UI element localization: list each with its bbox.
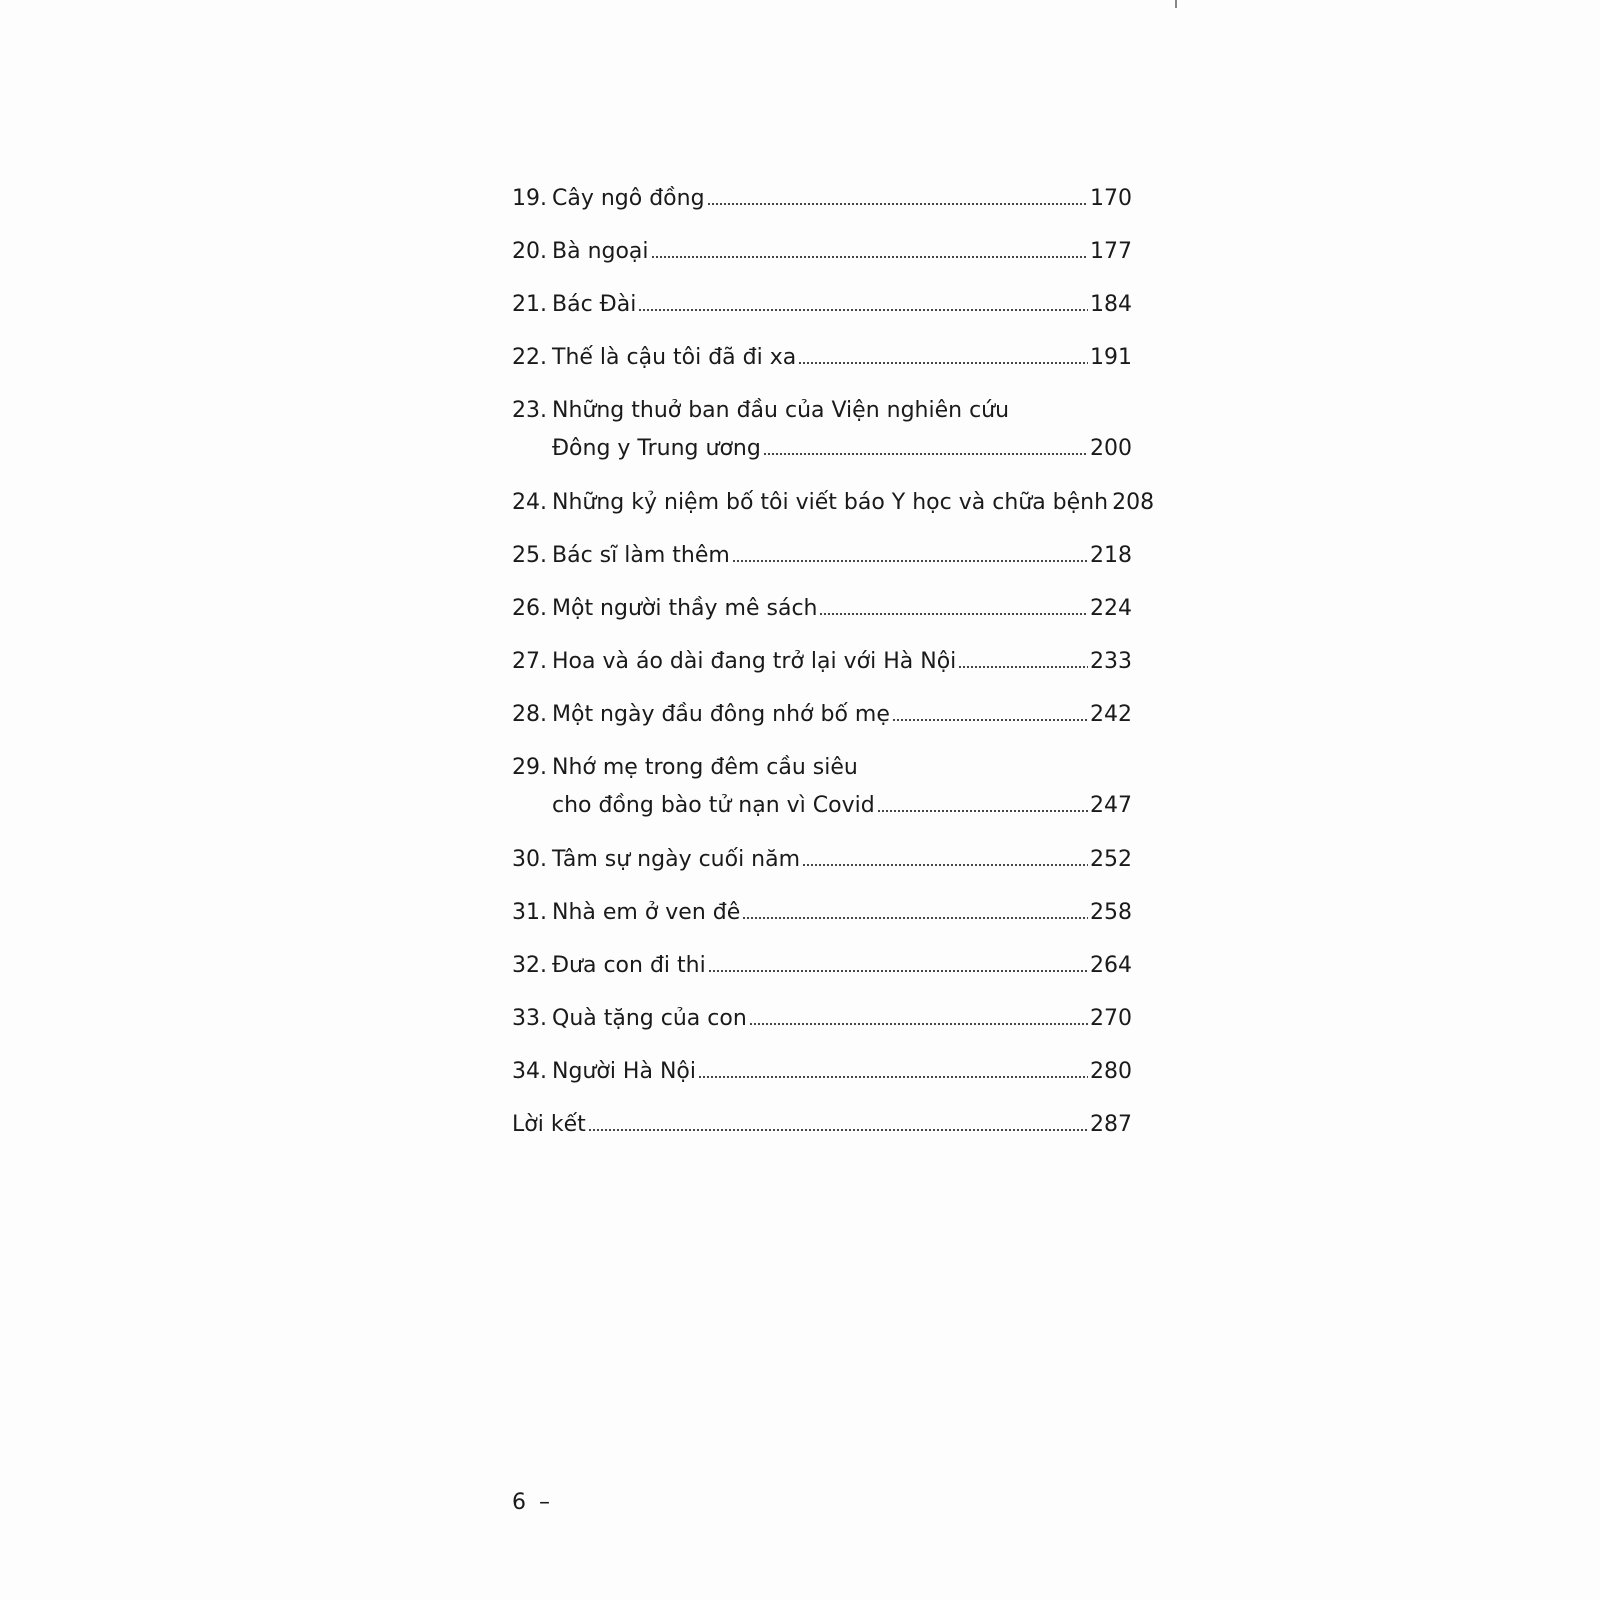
entry-number: 20.: [512, 239, 547, 264]
entry-page-number: 252: [1090, 847, 1132, 872]
entry-number: 34.: [512, 1059, 547, 1084]
entry-page-number: 233: [1090, 649, 1132, 674]
toc-entry: [512, 594, 1132, 647]
dot-leader: [651, 254, 1088, 260]
entry-number: 23.: [512, 398, 547, 423]
toc-entry: [512, 396, 1132, 488]
entry-title: Bà ngoại: [552, 239, 649, 264]
dot-leader: [708, 968, 1088, 974]
entry-page-number: 287: [1090, 1112, 1132, 1137]
toc-entry: [512, 184, 1132, 237]
entry-title: Người Hà Nội: [552, 1059, 696, 1084]
dot-leader: [892, 717, 1088, 723]
entry-title-line-1: Nhớ mẹ trong đêm cầu siêu: [552, 755, 858, 780]
entry-title: Bác sĩ làm thêm: [552, 543, 730, 568]
entry-title: Đưa con đi thi: [552, 953, 706, 978]
dot-leader: [707, 201, 1088, 207]
page-number-dash: –: [539, 1490, 550, 1515]
entry-title-line-1: Những thuở ban đầu của Viện nghiên cứu: [552, 398, 1010, 423]
entry-page-number: 177: [1090, 239, 1132, 264]
entry-title: Cây ngô đồng: [552, 186, 705, 211]
entry-number: 25.: [512, 543, 547, 568]
entry-page-number: 270: [1090, 1006, 1132, 1031]
entry-title: Thế là cậu tôi đã đi xa: [552, 345, 797, 370]
entry-page-number: 218: [1090, 543, 1132, 568]
entry-number: 27.: [512, 649, 547, 674]
entry-title: Bác Đài: [552, 292, 637, 317]
page-footer: [512, 1490, 550, 1515]
entry-number: 19.: [512, 186, 547, 211]
dot-leader: [742, 915, 1088, 921]
toc-entry: [512, 647, 1132, 700]
toc-entry: [512, 898, 1132, 951]
entry-page-number: 191: [1090, 345, 1132, 370]
entry-title-line-2: Đông y Trung ương: [552, 436, 761, 461]
dot-leader: [732, 558, 1088, 564]
entry-number: 24.: [512, 490, 547, 515]
entry-title: Một người thầy mê sách: [552, 596, 818, 621]
entry-page-number: 258: [1090, 900, 1132, 925]
toc-entry: [512, 237, 1132, 290]
dot-leader: [877, 808, 1088, 814]
entry-page-number: 200: [1090, 436, 1132, 461]
dot-leader: [749, 1021, 1088, 1027]
page-number: 6: [512, 1490, 526, 1515]
dot-leader: [638, 307, 1088, 313]
dot-leader: [698, 1074, 1088, 1080]
toc-entry: [512, 541, 1132, 594]
toc-entry: [512, 753, 1132, 845]
entry-number: 21.: [512, 292, 547, 317]
entry-page-number: 280: [1090, 1059, 1132, 1084]
corner-mark: [1175, 0, 1177, 8]
entry-number: 29.: [512, 755, 547, 780]
entry-title-line-2: cho đồng bào tử nạn vì Covid: [552, 793, 875, 818]
toc-entry: [512, 343, 1132, 396]
table-of-contents: [512, 184, 1155, 1163]
entry-title: Một ngày đầu đông nhớ bố mẹ: [552, 702, 890, 727]
dot-leader: [802, 862, 1088, 868]
toc-entry: [512, 1004, 1132, 1057]
entry-title: Quà tặng của con: [552, 1006, 747, 1031]
entry-number: 32.: [512, 953, 547, 978]
entry-title: Nhà em ở ven đê: [552, 900, 741, 925]
entry-page-number: 170: [1090, 186, 1132, 211]
toc-entry-epilogue: [512, 1110, 1132, 1163]
toc-entry: [512, 845, 1132, 898]
entry-number: 26.: [512, 596, 547, 621]
entry-page-number: 224: [1090, 596, 1132, 621]
entry-number: 31.: [512, 900, 547, 925]
toc-entry: [512, 290, 1132, 343]
entry-page-number: 242: [1090, 702, 1132, 727]
entry-number: 33.: [512, 1006, 547, 1031]
entry-number: 22.: [512, 345, 547, 370]
entry-page-number: 208: [1112, 490, 1155, 515]
dot-leader: [763, 451, 1088, 457]
entry-title: Lời kết: [512, 1112, 586, 1137]
toc-entry: [512, 488, 1155, 541]
toc-entry: [512, 1057, 1132, 1110]
dot-leader: [798, 360, 1088, 366]
entry-page-number: 184: [1090, 292, 1132, 317]
toc-entry: [512, 951, 1132, 1004]
entry-title: Những kỷ niệm bố tôi viết báo Y học và chữa bệnh: [552, 490, 1109, 515]
entry-page-number: 264: [1090, 953, 1132, 978]
entry-page-number: 247: [1090, 793, 1132, 818]
toc-entry: [512, 700, 1132, 753]
dot-leader: [958, 664, 1088, 670]
entry-number: 30.: [512, 847, 547, 872]
entry-number: 28.: [512, 702, 547, 727]
entry-title: Tâm sự ngày cuối năm: [552, 847, 801, 872]
dot-leader: [819, 611, 1088, 617]
entry-title: Hoa và áo dài đang trở lại với Hà Nội: [552, 649, 957, 674]
dot-leader: [588, 1127, 1088, 1133]
